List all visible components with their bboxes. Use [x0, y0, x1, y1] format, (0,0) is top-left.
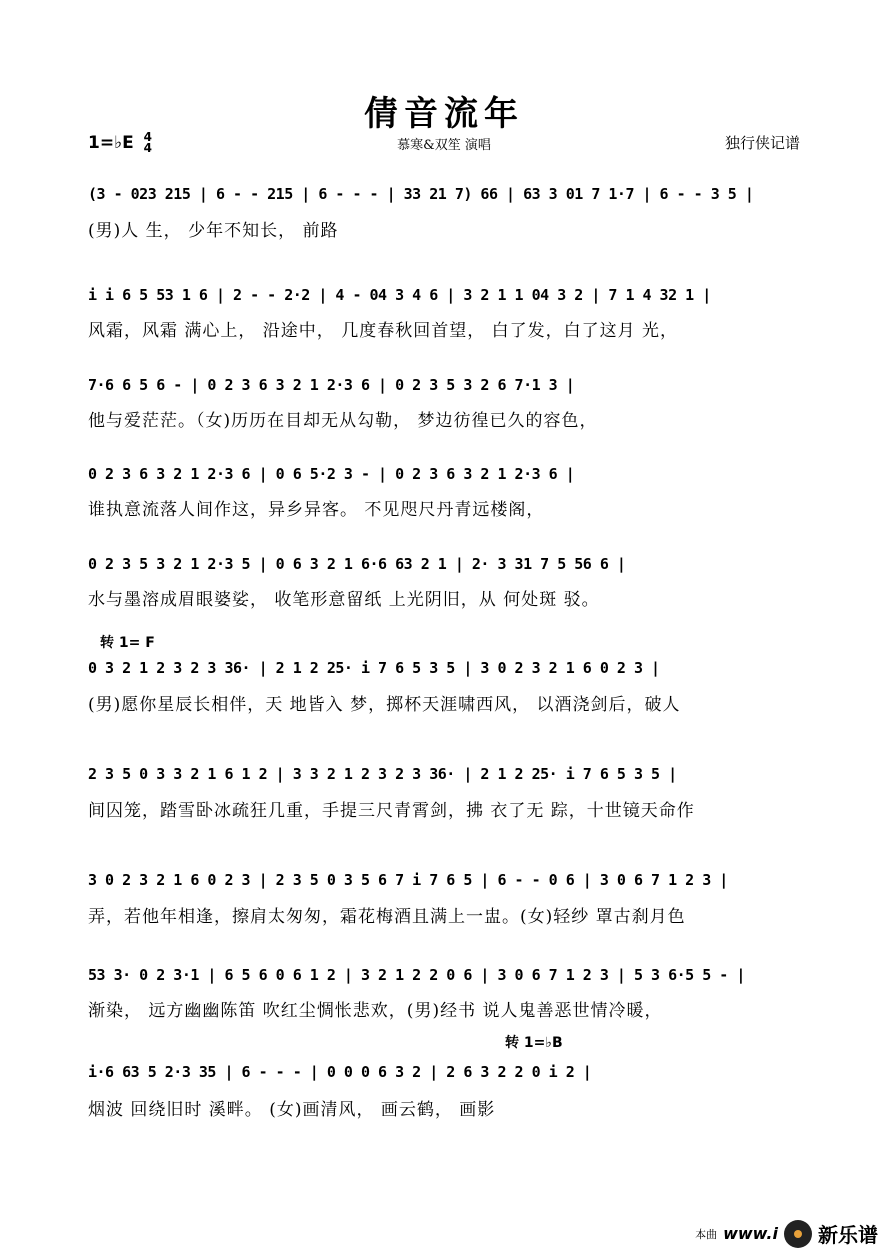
time-top: 4	[143, 130, 152, 144]
notation-line: i i 6 5 53 1 6 | 2 - - 2·2 | 4 - 04 3 4 6 | 3 2 1 1 04 3 2 | 7 1 4 32 1 |	[88, 286, 711, 304]
lyric-line: 间囚笼，踏雪卧冰疏狂几重，手提三尺青霄剑，拂 衣了无 踪，十世镜天命作	[88, 801, 695, 821]
lyric-line: 水与墨溶成眉眼婆娑， 收笔形意留纸 上光阴旧，从 何处斑 驳。	[88, 590, 600, 610]
lyric-line: 风霜，风霜 满心上， 沿途中， 几度春秋回首望， 白了发，白了这月 光，	[88, 321, 679, 341]
footer-url[interactable]: www.i	[723, 1224, 778, 1243]
transcriber-credit: 独行侠记谱	[724, 134, 800, 152]
notation-line: 0 2 3 6 3 2 1 2·3 6 | 0 6 5·2 3 - | 0 2 3 6 3 2 1 2·3 6 |	[88, 465, 575, 483]
notation-line: 0 2 3 5 3 2 1 2·3 5 | 0 6 3 2 1 6·6 63 2 1 | 2· 3 31 7 5 56 6 |	[88, 555, 626, 573]
notation-line: 2 3 5 0 3 3 2 1 6 1 2 | 3 3 2 1 2 3 2 3 36· | 2 1 2 25· i 7 6 5 3 5 |	[88, 765, 677, 783]
notation-line: (3 - 023 215 | 6 - - 215 | 6 - - - | 33 21 7) 66 | 63 3 01 7 1·7 | 6 - - 3 5 |	[88, 185, 754, 203]
footer-brand[interactable]: 新乐谱	[818, 1223, 878, 1247]
time-bottom: 4	[143, 141, 152, 155]
notation-line: 53 3· 0 2 3·1 | 6 5 6 0 6 1 2 | 3 2 1 2 2 0 6 | 3 0 6 7 1 2 3 | 5 3 6·5 5 - |	[88, 966, 745, 984]
notation-line: i·6 63 5 2·3 35 | 6 - - - | 0 0 0 6 3 2 | 2 6 3 2 2 0 i 2 |	[88, 1063, 592, 1081]
lyric-line: 谁执意流落人间作这，异乡异客。 不见咫尺丹青远楼阁，	[88, 500, 545, 520]
notation-line: 7·6 6 5 6 - | 0 2 3 6 3 2 1 2·3 6 | 0 2 3 5 3 2 6 7·1 3 |	[88, 376, 575, 394]
singer-credit: 慕寒&双笙 演唱	[397, 138, 491, 153]
record-disc-icon	[784, 1220, 812, 1248]
site-footer[interactable]	[695, 1219, 878, 1248]
notation-line: 0 3 2 1 2 3 2 3 36· | 2 1 2 25· i 7 6 5 3 5 | 3 0 2 3 2 1 6 0 2 3 |	[88, 659, 660, 677]
key-label: 1=♭E	[88, 133, 134, 153]
lyric-line: 他与爱茫茫。（女)历历在目却无从勾勒， 梦边彷徨已久的容色，	[88, 411, 598, 431]
lyric-line: (男)人 生， 少年不知长， 前路	[88, 221, 339, 241]
notation-line: 3 0 2 3 2 1 6 0 2 3 | 2 3 5 0 3 5 6 7 i 7 6 5 | 6 - - 0 6 | 3 0 6 7 1 2 3 |	[88, 871, 728, 889]
lyric-line: 渐染， 远方幽幽陈笛 吹红尘惆怅悲欢，(男)经书 说人鬼善恶世情冷暖，	[88, 1001, 663, 1021]
page-title: 倩音流年	[364, 94, 524, 134]
modulation-marker: 转 1=♭B	[505, 1035, 563, 1051]
footer-prefix: 本曲	[695, 1227, 718, 1241]
lyric-line: 烟波 回绕旧时 溪畔。 (女)画清风， 画云鹤， 画影	[88, 1100, 496, 1120]
lyric-line: 弄，若他年相逢，擦肩太匆匆，霜花梅酒且满上一盅。(女)轻纱 罩古刹月色	[88, 907, 686, 927]
lyric-line: (男)愿你星辰长相伴，天 地皆入 梦，掷杯天涯啸西风， 以酒浇剑后，破人	[88, 695, 681, 715]
modulation-marker: 转 1= F	[100, 635, 155, 651]
